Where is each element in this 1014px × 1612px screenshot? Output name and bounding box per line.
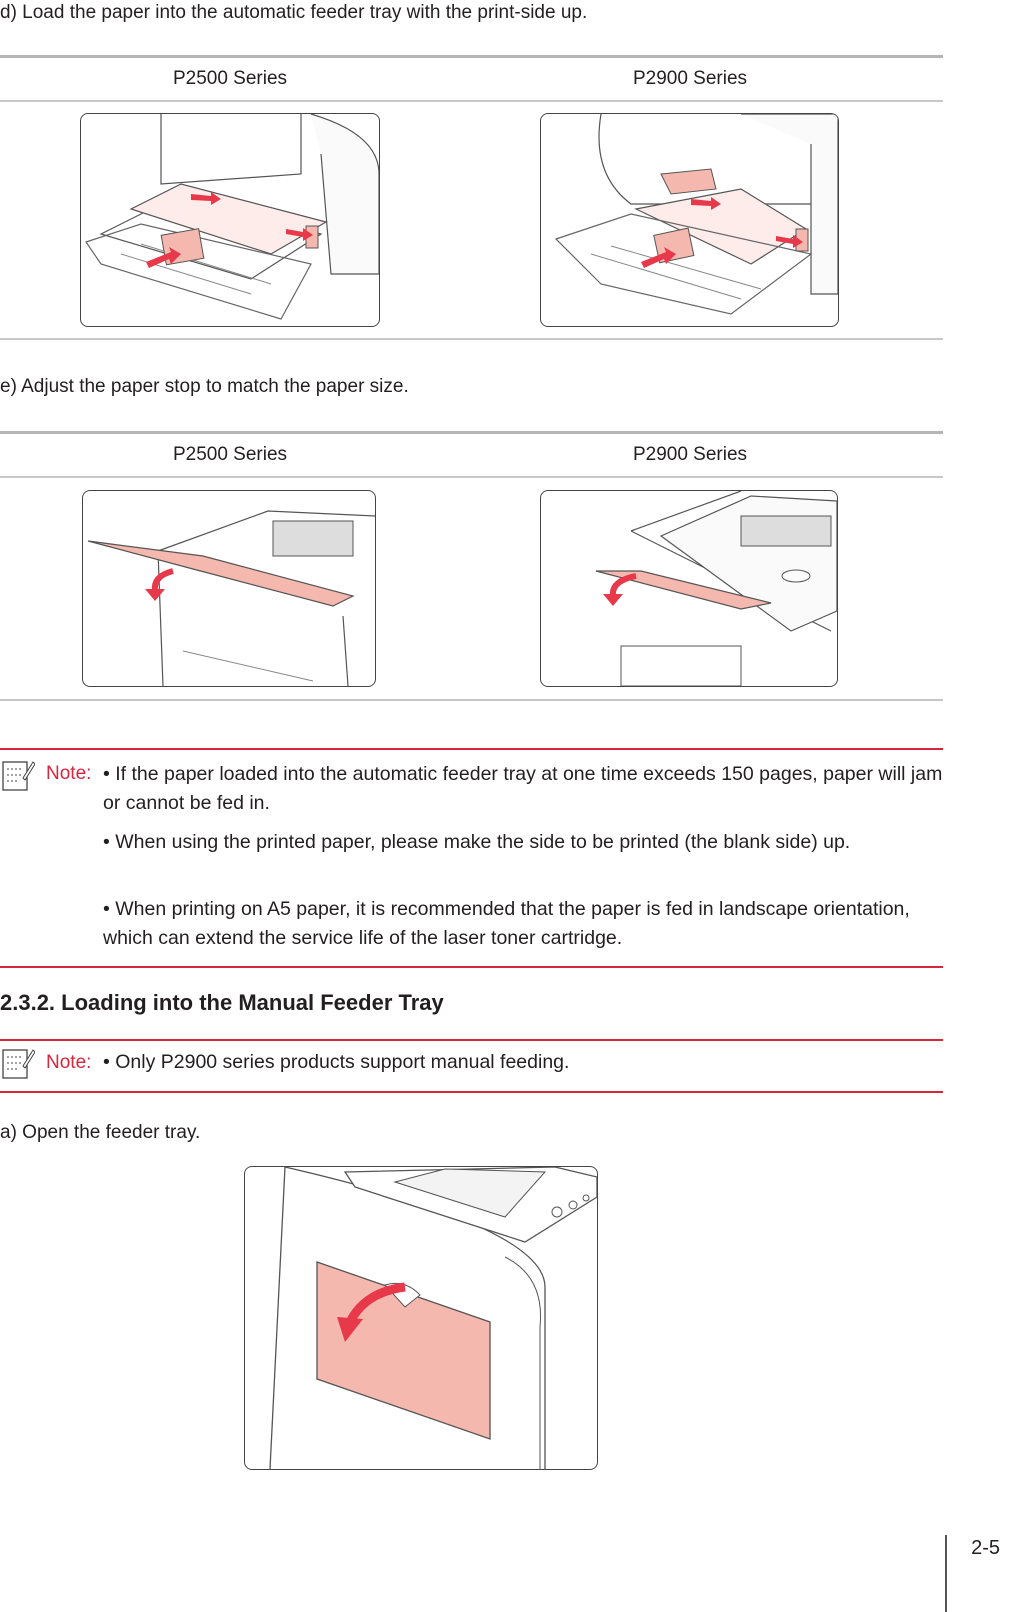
table2-col2-header: P2900 Series — [632, 444, 748, 465]
note1-top-rule — [0, 748, 943, 750]
step-e-text: e) Adjust the paper stop to match the paper size. — [0, 376, 409, 397]
table1-bottom-rule — [0, 338, 943, 340]
note1-item-2: • When using the printed paper, please make the side to be printed (the blank side) up. — [103, 831, 851, 853]
figure-p2900-load-paper — [540, 113, 839, 327]
note2-item-1: • Only P2900 series products support manual feeding. — [103, 1051, 570, 1073]
note1-label: Note: — [46, 763, 92, 784]
note-icon — [1, 1046, 35, 1085]
figure-p2500-paper-stop — [82, 490, 376, 687]
figure-p2500-load-paper — [80, 113, 380, 327]
note1-bottom-rule — [0, 966, 943, 968]
table2-top-rule — [0, 431, 943, 434]
step-d-text: d) Load the paper into the automatic feeder tray with the print-side up. — [0, 2, 588, 23]
note1-item-1: • If the paper loaded into the automatic feeder tray at one time exceeds 150 pages, paper will jam or cannot be fed in. — [103, 763, 943, 814]
note1-item-3: • When printing on A5 paper, it is recommended that the paper is fed in landscape orientation, which can extend the service life of the laser toner cartridge. — [103, 898, 910, 949]
page-number-bar — [945, 1535, 947, 1612]
table1-header-rule — [0, 100, 943, 102]
table1-col1-header: P2500 Series — [172, 68, 288, 89]
note-icon — [1, 758, 35, 797]
table2-col1-header: P2500 Series — [172, 444, 288, 465]
page-number: 2-5 — [971, 1537, 1000, 1559]
note2-label: Note: — [46, 1052, 92, 1073]
table1-col2-header: P2900 Series — [632, 68, 748, 89]
table2-bottom-rule — [0, 699, 943, 701]
note2-top-rule — [0, 1039, 943, 1041]
table1-top-rule — [0, 55, 943, 58]
section-heading: 2.3.2. Loading into the Manual Feeder Tray — [0, 990, 444, 1015]
figure-p2900-paper-stop — [540, 490, 838, 687]
figure-open-feeder-tray — [244, 1166, 598, 1470]
step-a-text: a) Open the feeder tray. — [0, 1122, 201, 1143]
note2-bottom-rule — [0, 1091, 943, 1093]
table2-header-rule — [0, 476, 943, 478]
